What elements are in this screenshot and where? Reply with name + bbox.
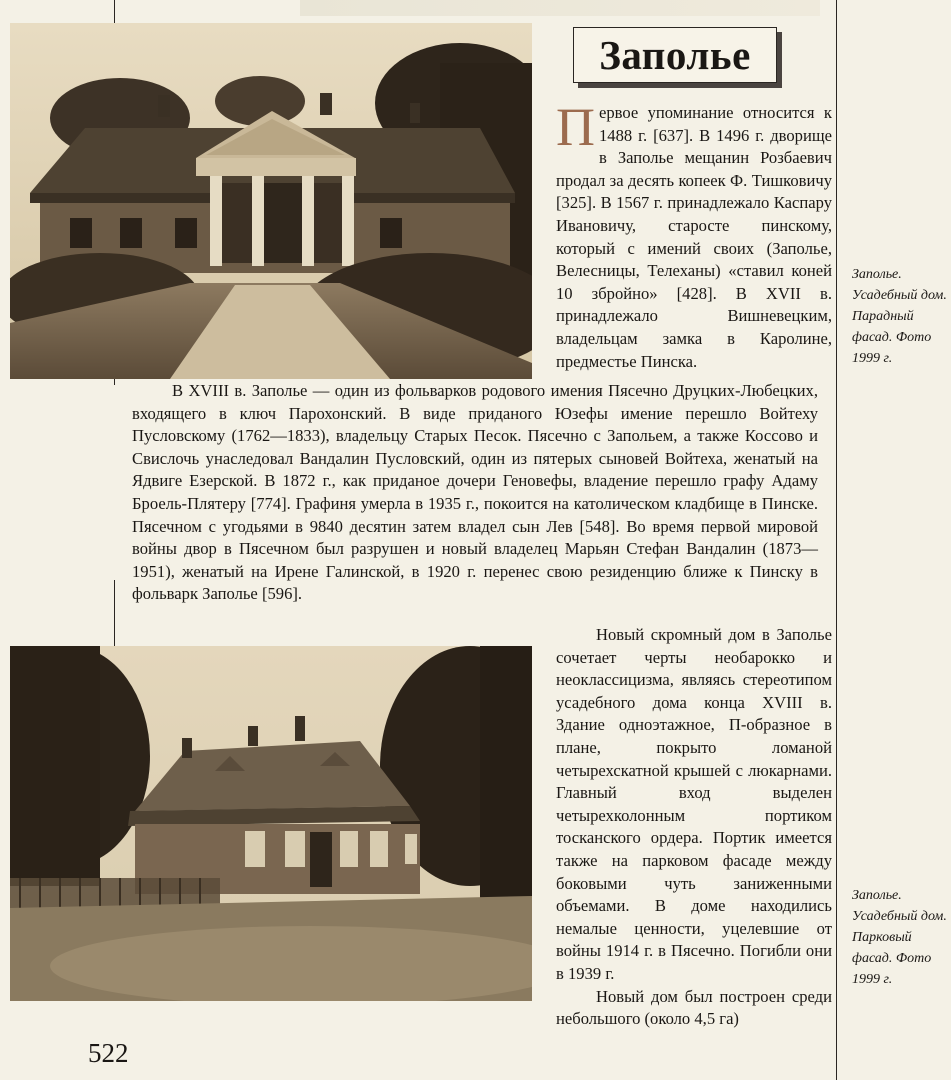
- photo-front-facade: [10, 23, 532, 379]
- paragraph-history: В XVIII в. Заполье — один из фольварков родового имения Пясечно Друцких-Любецких, входящего в ключ Парохонский. В виде приданого Юзефы имение перешло Войтеху Пусловскому (1762—1833), владельцу Старых Песок. Пясечно с Запольем, а также Коссово и Свислочь унаследовал Вандалин Пусловский, один из пятерых сыновей Войтеха, женатый на Ядвиге Езерской. В 1872 г., как приданое дочери Геновефы, владение перешло графу Адаму Броель-Плятеру [774]. Графиня умерла в 1935 г., покоится на католическом кладбище в Пинске. Пясечном с угодьями в 9840 десятин затем владел сын Лев [548]. Во время первой мировой войны двор в Пясечном был разрушен и новый владелец Марьян Стефан Вандалин (1873—1951), женатый на Ирене Галинской, в 1920 г. перенес свою резиденцию ближе к Пинску в фольварк Заполье [596].: [132, 381, 818, 604]
- text-column-top: [556, 97, 832, 373]
- right-rule: [836, 0, 837, 1080]
- left-rule-lower: [114, 580, 115, 650]
- photo-park-facade: [10, 646, 532, 1001]
- text-column-bottom: [556, 624, 832, 1031]
- text-column-middle: [132, 380, 818, 606]
- page-number: 522: [88, 1038, 129, 1068]
- caption-park-facade: Заполье. Усадебный дом. Парковый фасад. Фото 1999 г.: [852, 888, 947, 987]
- faded-header-strip: [300, 0, 820, 16]
- paragraph-intro: ервое упоминание относится к 1488 г. [637]. В 1496 г. дворище в Заполье мещанин Розбаевич продал за десять копеек Ф. Тишковичу [325]. В 1567 г. принадлежало Каспару Ивановичу, старосте пинскому, который с имений своих (Заполье, Велесницы, Телеханы) «ставил коней 10 збройно» [428]. В XVII в. принадлежало Вишневецким, владельцам замка в Каролине, предместье Пинска.: [556, 103, 832, 371]
- paragraph-architecture: Новый скромный дом в Заполье сочетает черты необарокко и неоклассицизма, являясь стереотипом усадебного дома конца XVIII в. Здание одноэтажное, П-образное в плане, покрыто ломаной четырехскатной крышей с люкарнами. Главный вход выделен четырехколонным портиком тосканского ордера. Портик имеется также на парковом фасаде между боковыми чуть заниженными объемами. В доме находились немалые ценности, уцелевшие от войны 1914 г. в Пясечно. Погибли они в 1939 г.: [556, 625, 832, 983]
- section-title-box: [573, 27, 777, 83]
- paragraph-park: Новый дом был построен среди небольшого (около 4,5 га): [556, 986, 832, 1029]
- section-title: Заполье: [599, 32, 751, 78]
- drop-cap: П: [556, 97, 595, 157]
- caption-front-facade: Заполье. Усадебный дом. Парадный фасад. Фото 1999 г.: [852, 267, 947, 366]
